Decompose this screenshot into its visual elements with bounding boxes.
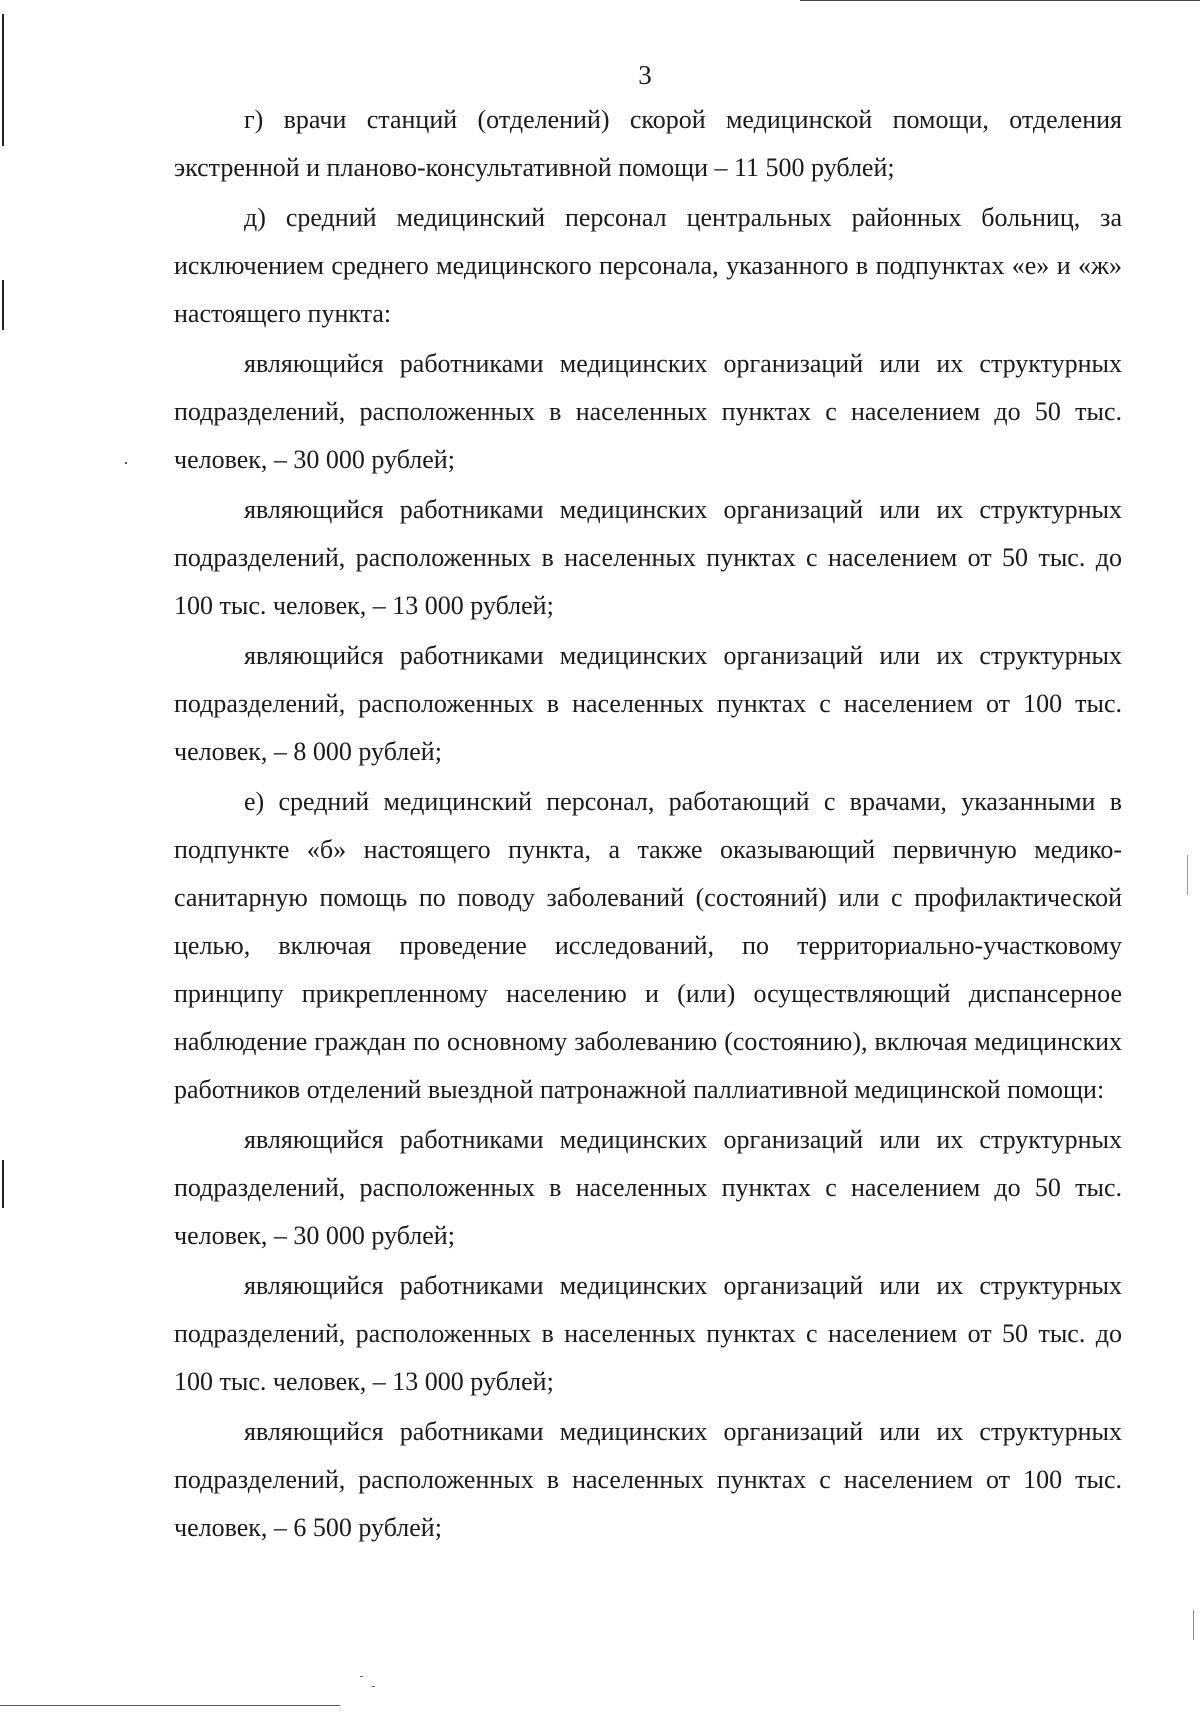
paragraph-item-g: г) врачи станций (отделений) скорой медицинской помощи, отделения экстренной и планово-консультативной помощи – 11 500 рублей; [174, 105, 1122, 182]
paragraph-item-d: д) средний медицинский персонал центральных районных больниц, за исключением среднего медицинского персонала, указанного в подпунктах «е» и «ж» настоящего пункта: [174, 203, 1122, 328]
scan-edge-line [0, 1705, 340, 1706]
scan-speck [372, 1686, 375, 1687]
paragraph-subitem: являющийся работниками медицинских организаций или их структурных подразделений, расположенных в населенных пунктах с населением от 50 тыс. до 100 тыс. человек, – 13 000 рублей; [174, 1271, 1122, 1396]
scan-speck [360, 1676, 363, 1677]
scan-speck [1187, 855, 1188, 895]
page-number: 3 [638, 60, 652, 90]
scan-mark [2, 1160, 4, 1208]
paragraph-subitem: являющийся работниками медицинских организаций или их структурных подразделений, расположенных в населенных пунктах с населением от 50 тыс. до 100 тыс. человек, – 13 000 рублей; [174, 495, 1122, 620]
scan-edge-line [800, 0, 1200, 1]
paragraph-subitem: являющийся работниками медицинских организаций или их структурных подразделений, расположенных в населенных пунктах с населением до 50 тыс. человек, – 30 000 рублей; [174, 349, 1122, 474]
scan-speck [1193, 1610, 1194, 1640]
paragraph-subitem: являющийся работниками медицинских организаций или их структурных подразделений, расположенных в населенных пунктах с населением от 100 тыс. человек, – 8 000 рублей; [174, 641, 1122, 766]
paragraph-subitem: являющийся работниками медицинских организаций или их структурных подразделений, расположенных в населенных пунктах с населением до 50 тыс. человек, – 30 000 рублей; [174, 1125, 1122, 1250]
paragraph-item-e: е) средний медицинский персонал, работающий с врачами, указанными в подпункте «б» настоящего пункта, а также оказывающий первичную медико-санитарную помощь по поводу заболеваний (состояний) или с профилактической целью, включая проведение исследований, по территориально-участковому принципу прикрепленному населению и (или) осуществляющий диспансерное наблюдение граждан по основному заболеванию (состоянию), включая медицинских работников отделений выездной патронажной паллиативной медицинской помощи: [174, 787, 1122, 1104]
scan-mark [2, 280, 4, 330]
scan-speck [125, 462, 127, 464]
document-body [174, 96, 1122, 1554]
paragraph-subitem: являющийся работниками медицинских организаций или их структурных подразделений, расположенных в населенных пунктах с населением от 100 тыс. человек, – 6 500 рублей; [174, 1417, 1122, 1542]
